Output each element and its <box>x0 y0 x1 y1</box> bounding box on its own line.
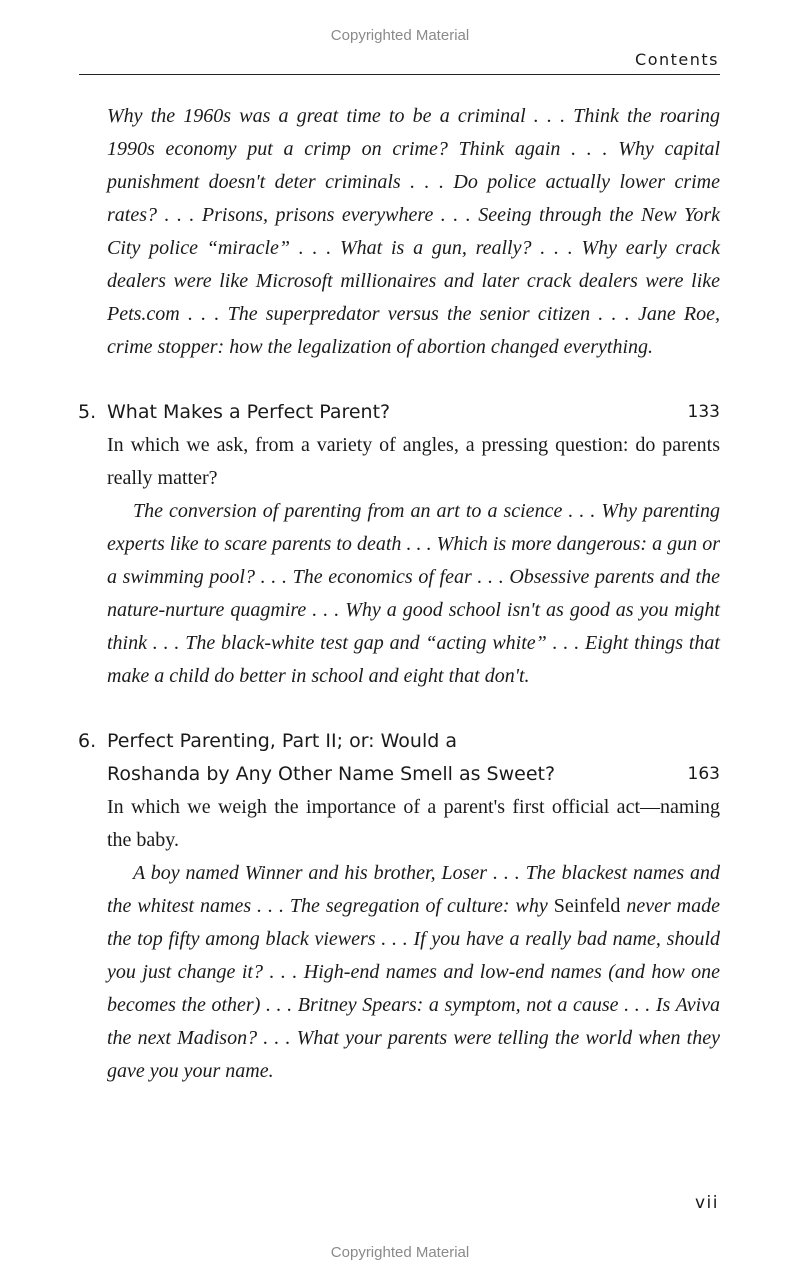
chapter-6-heading-line-2 <box>107 758 720 791</box>
contents-body <box>78 100 720 1088</box>
chapter-5-summary: The conversion of parenting from an art to a science . . . Why parenting experts like to scare parents to death . . . Which is more dangerous: a gun or a swimming pool? . . . The economics of fear . . . Obsessive parents and the nature-nurture quagmire . . . Why a good school isn't as good as you might think . . . The black-white test gap and “acting white” . . . Eight things that make a child do better in school and eight that don't. <box>107 500 720 687</box>
running-head: Contents <box>635 50 719 69</box>
page-number: vii <box>694 1193 719 1213</box>
chapter-6-page: 163 <box>687 764 720 784</box>
chapter-6-heading-line-1 <box>78 725 720 758</box>
chapter-6-title-line-2: Roshanda by Any Other Name Smell as Sweet? <box>107 763 556 785</box>
chapter-6-number: 6. <box>78 730 97 752</box>
chapter-6-title-line-1: Perfect Parenting, Part II; or: Would a <box>107 730 457 752</box>
header-rule <box>79 74 720 75</box>
chapter-6-summary <box>107 857 720 1088</box>
chapter-6-summary-part-2: never made the top fifty among black viewers . . . If you have a really bad name, should you just change it? . . . High-end names and low-end names (and how one becomes the other) . . . Britney Spears: a symptom, not a cause . . . Is Aviva the next Madison? . . . What your parents were telling the world when they gave you your name. <box>107 895 720 1082</box>
chapter-6-entry <box>78 725 720 1088</box>
chapter-5-entry <box>78 396 720 693</box>
chapter-6-description: In which we weigh the importance of a parent's first official act—naming the baby. <box>107 796 720 851</box>
chapter-6-summary-title-seinfeld: Seinfeld <box>553 895 621 917</box>
chapter-5-description: In which we ask, from a variety of angles, a pressing question: do parents really matter? <box>107 434 720 489</box>
watermark-top: Copyrighted Material <box>330 27 470 44</box>
chapter-5-number: 5. <box>78 401 97 423</box>
chapter-5-page: 133 <box>687 402 720 422</box>
chapter-6-summary-part-1: A boy named Winner and his brother, Loser . . . The blackest names and the whitest names . . . The segregation of culture: why <box>107 862 720 917</box>
chapter-5-heading <box>78 396 720 429</box>
chapter-5-title: What Makes a Perfect Parent? <box>107 401 391 423</box>
watermark-bottom: Copyrighted Material <box>330 1244 470 1261</box>
chapter-4-summary: Why the 1960s was a great time to be a criminal . . . Think the roaring 1990s economy put a crimp on crime? Think again . . . Why capital punishment doesn't deter criminals . . . Do police actually lower crime rates? . . . Prisons, prisons everywhere . . . Seeing through the New York City police “miracle” . . . What is a gun, really? . . . Why early crack dealers were like Microsoft millionaires and later crack dealers were like Pets.com . . . The superpredator versus the senior citizen . . . Jane Roe, crime stopper: how the legalization of abortion changed everything. <box>107 105 720 358</box>
